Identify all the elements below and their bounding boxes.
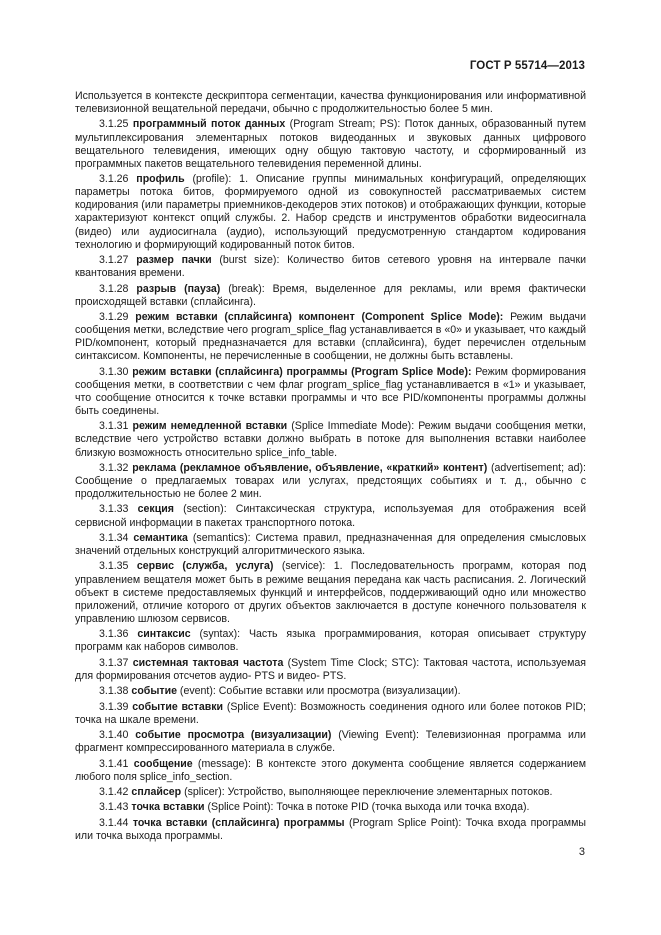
definition-entry: [75, 817, 586, 843]
entry-number: 3.1.43: [99, 801, 129, 814]
definition-entry: [75, 701, 586, 727]
entry-definition: (System Time Clock; STC): Тактовая частота, используемая для формирования отсчетов аудио- PTS и видео- PTS.: [75, 656, 586, 682]
entry-term: разрыв (пауза): [136, 282, 221, 295]
definition-entry: [75, 254, 586, 280]
definition-entry: [75, 503, 586, 529]
entry-term: системная тактовая частота: [132, 656, 284, 669]
definition-entry: [75, 729, 586, 755]
entry-term: секция: [137, 503, 174, 516]
entry-term: точка вставки (сплайсинга) программы: [132, 816, 345, 829]
entry-number: 3.1.37: [99, 656, 129, 669]
entry-definition: (Program Stream; PS): Поток данных, образованный путем мультиплексирования элементарных потоков видеоданных и звуковых данных цифрового вещательного телевидения, имеющих одну общую тактовую частоту, и сформированный из программных пакетов вещательного телевидения переменной длины.: [75, 118, 586, 170]
entry-definition: (break): Время, выделенное для рекламы, или время фактически происходящей вставки (сплайсинга).: [75, 282, 586, 308]
entry-definition: (Splice Point): Точка в потоке PID (точка выхода или точка входа).: [207, 801, 530, 814]
entry-number: 3.1.44: [99, 816, 129, 829]
definition-entry: [75, 173, 586, 252]
entry-definition: Режим выдачи сообщения метки, вследствие чего program_splice_flag устанавливается в «0» и указывает, что каждый PID/компонент, который предназначается для вставки (сплайсинга), будет перечислен отдельным синтаксисом. Компоненты, не перечисленные в сообщении, не должны быть вставлены.: [75, 310, 586, 363]
entry-term: программный поток данных: [132, 118, 286, 131]
entry-term: событие: [131, 685, 177, 698]
entry-term: размер пачки: [136, 254, 212, 267]
entry-definition: (splicer): Устройство, выполняющее переключение элементарных потоков.: [184, 786, 553, 799]
entry-number: 3.1.28: [99, 282, 129, 295]
entry-definition: (section): Синтаксическая структура, используемая для отображения всей сервисной информации в пакетах транспортного потока.: [75, 503, 586, 529]
entry-term: реклама (рекламное объявление, объявление, «краткий» контент): [132, 461, 488, 474]
entry-term: режим немедленной вставки: [132, 420, 288, 433]
entry-term: сообщение: [133, 757, 193, 770]
definition-entry: [75, 801, 586, 814]
entry-term: сплайсер: [131, 786, 182, 799]
entry-term: профиль: [136, 173, 185, 186]
entry-term: синтаксис: [137, 628, 191, 641]
definition-entry: [75, 366, 586, 418]
definition-entry: [75, 118, 586, 170]
entry-definition: (semantics): Система правил, предназначенная для определения смысловых значений отдельных конструкций алгоритмического языка.: [75, 531, 586, 558]
definitions-list: [75, 118, 586, 843]
intro-paragraph: Используется в контексте дескриптора сегментации, качества функционирования или информативной телевизионной вещательной передачи, обычно с продолжительностью более 5 мин.: [75, 90, 586, 116]
entry-number: 3.1.42: [99, 786, 129, 799]
entry-definition: (Splice Immediate Mode): Режим выдачи сообщения метки, вследствие чего устройство вставки должно выбрать в потоке для выполнения вставки наиболее близкую возможность относительно splice_info_table.: [75, 420, 586, 459]
entry-number: 3.1.40: [99, 729, 129, 742]
definition-entry: [75, 628, 586, 654]
entry-number: 3.1.39: [99, 700, 129, 713]
entry-definition: (Program Splice Point): Точка входа программы или точка выхода программы.: [75, 816, 586, 842]
definition-entry: [75, 758, 586, 784]
entry-definition: (profile): 1. Описание группы минимальных конфигураций, определяющих параметры потока битов, формируемого одной из совокупностей рассматриваемых систем кодирования (или параметры приемников-декодеров этих потоков) и отображающих функции, которые характеризуют контекст опций службы. 2. Набор средств и инструментов обработки видеосигнала (видео) или аудиосигнала (аудио), использующий предусмотренную стандартом кодирования технологию и формирующий кодированный поток битов.: [75, 173, 586, 251]
standard-designation: ГОСТ Р 55714—2013: [469, 60, 585, 72]
entry-definition: (event): Событие вставки или просмотра (визуализации).: [179, 685, 461, 698]
entry-number: 3.1.29: [99, 310, 129, 323]
entry-term: сервис (служба, услуга): [136, 560, 274, 573]
definition-entry: [75, 311, 586, 363]
page-number: 3: [578, 846, 585, 858]
entry-number: 3.1.35: [99, 560, 129, 573]
entry-definition: (advertisement; ad): Сообщение о предлагаемых товарах или услугах, предстоящих событиях и т. д., обычно с продолжительностью не более 2 мин.: [75, 461, 586, 501]
entry-definition: (syntax): Часть языка программирования, которая описывает структуру программ как наборов символов.: [75, 628, 586, 654]
entry-term: событие просмотра (визуализации): [135, 729, 332, 742]
entry-number: 3.1.36: [99, 628, 129, 641]
entry-number: 3.1.27: [99, 254, 129, 267]
entry-definition: (Splice Event): Возможность соединения одного или более потоков PID; точка на шкале времени.: [75, 700, 586, 726]
document-body: [75, 90, 586, 845]
entry-number: 3.1.32: [99, 461, 129, 474]
entry-number: 3.1.34: [99, 531, 129, 544]
definition-entry: [75, 560, 586, 625]
entry-definition: (burst size): Количество битов сетевого уровня на интервале пачки квантования времени.: [75, 254, 587, 280]
definition-entry: [75, 420, 586, 459]
entry-number: 3.1.25: [99, 118, 129, 131]
definition-entry: [75, 685, 586, 698]
entry-definition: (service): 1. Последовательность программ, которая под управлением вещателя может быть в режиме вещания передана как часть расписания. 2. Логический объект в системе предоставляемых функций и интерфейсов, поддерживающий одно или множество приложений, отличие которого от других объектов заключается в доступе конечного пользователя к управлению шлюзом сервисов.: [75, 560, 587, 625]
entry-term: режим вставки (сплайсинга) программы (Program Splice Mode):: [132, 365, 472, 378]
definition-entry: [75, 657, 586, 683]
entry-term: семантика: [133, 531, 188, 544]
definition-entry: [75, 283, 586, 309]
entry-term: событие вставки: [132, 700, 224, 713]
entry-term: точка вставки: [131, 801, 205, 814]
entry-number: 3.1.30: [99, 365, 129, 378]
definition-entry: [75, 462, 586, 501]
entry-number: 3.1.33: [99, 503, 129, 516]
entry-term: режим вставки (сплайсинга) компонент (Component Splice Mode):: [135, 310, 504, 323]
entry-number: 3.1.38: [99, 685, 129, 698]
entry-definition: (message): В контексте этого документа сообщение является содержанием любого поля splice_info_section.: [75, 757, 586, 783]
entry-definition: (Viewing Event): Телевизионная программа или фрагмент компрессированного материала в службе.: [75, 729, 586, 755]
entry-number: 3.1.26: [99, 173, 129, 186]
entry-definition: Режим формирования сообщения метки, в соответствии с чем флаг program_splice_flag устанавливается в «1» и указывает, что сообщение относится к точке вставки программы и что все PID/компоненты программы должны быть соединены.: [75, 365, 586, 417]
definition-entry: [75, 532, 586, 558]
entry-number: 3.1.31: [99, 420, 129, 433]
definition-entry: [75, 786, 586, 799]
entry-number: 3.1.41: [99, 757, 129, 770]
